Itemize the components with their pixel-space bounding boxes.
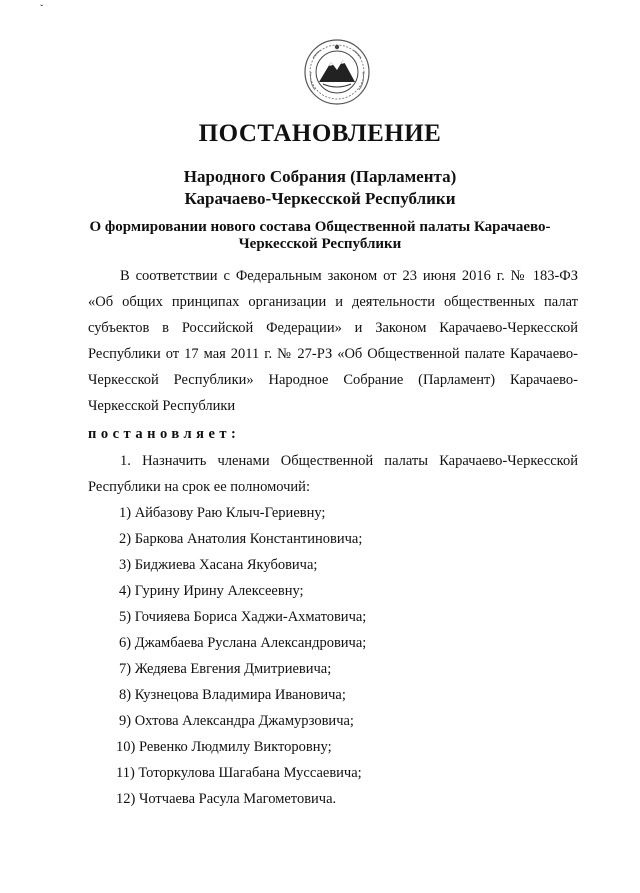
member-list-item: 5) Гочияева Бориса Хаджи-Ахматовича; [119, 609, 367, 625]
preamble-line: Черкесской Республики [88, 398, 236, 414]
issuer-line-1: Народного Собрания (Парламента) [183, 167, 457, 186]
preamble-line: Черкесской Республики» Народное Собрание (Парламент) Карачаево- [88, 372, 578, 388]
preamble-line: «Об общих принципах организации и деятельности общественных палат [88, 294, 578, 310]
issuer-line-2: Карачаево-Черкесской Республики [184, 189, 456, 208]
preamble-line: субъектов в Российской Федерации» и Законом Карачаево-Черкесской [88, 320, 578, 336]
member-list-item: 8) Кузнецова Владимира Ивановича; [119, 687, 346, 703]
member-list-item: 9) Охтова Александра Джамурзовича; [119, 713, 354, 729]
member-list-item: 3) Биджиева Хасана Якубовича; [119, 557, 318, 573]
member-list-item: 10) Ревенко Людмилу Викторовну; [116, 739, 332, 755]
scan-corner-mark: ˇ [40, 4, 44, 15]
preamble-line: Республики от 17 мая 2011 г. № 27-РЗ «Об Общественной палате Карачаево- [88, 346, 578, 362]
preamble-line: В соответствии с Федеральным законом от 23 июня 2016 г. № 183-ФЗ [120, 268, 578, 284]
resolution-heading-line-2: Черкесской Республики [238, 236, 402, 252]
document-title: ПОСТАНОВЛЕНИЕ [198, 120, 442, 147]
resolves-word: постановляет: [88, 426, 241, 442]
member-list-item: 1) Айбазову Раю Клыч-Гериевну; [119, 505, 326, 521]
point-1-line: Республики на срок ее полномочий: [88, 479, 310, 495]
member-list-item: 2) Баркова Анатолия Константиновича; [119, 531, 363, 547]
member-list-item: 4) Гурину Ирину Алексеевну; [119, 583, 304, 599]
member-list-item: 12) Чотчаева Расула Магометовича. [116, 791, 337, 807]
member-list-item: 6) Джамбаева Руслана Александровича; [119, 635, 367, 651]
resolution-heading-line-1: О формировании нового состава Общественной палаты Карачаево- [89, 219, 551, 235]
point-1-line: 1. Назначить членами Общественной палаты Карачаево-Черкесской [120, 453, 578, 469]
member-list-item: 7) Жедяева Евгения Дмитриевича; [119, 661, 332, 677]
member-list-item: 11) Тоторкулова Шагабана Муссаевича; [116, 765, 362, 781]
coat-of-arms-emblem [303, 38, 371, 106]
